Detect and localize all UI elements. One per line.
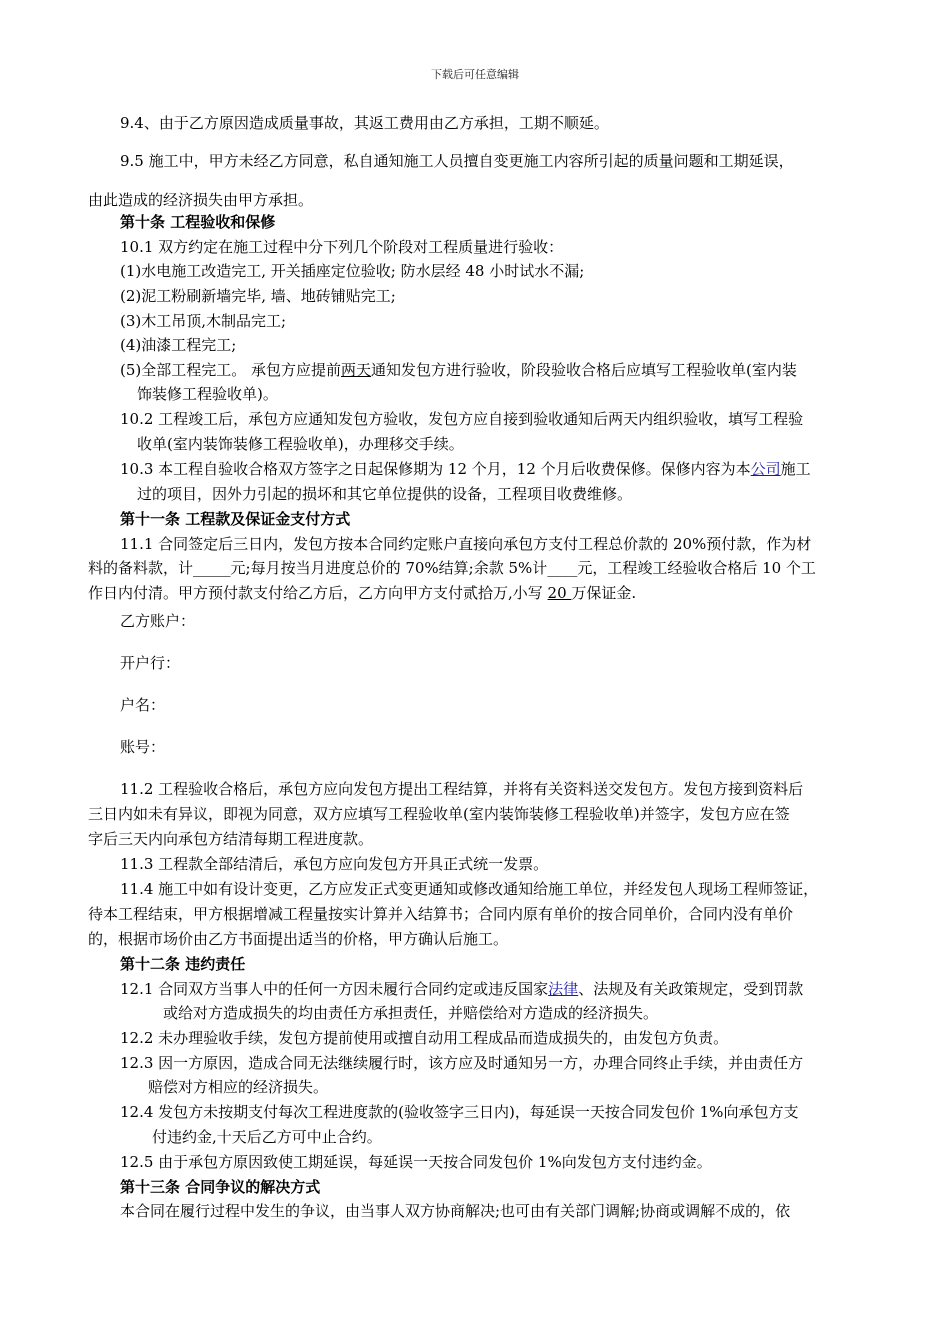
paragraph-10-3-text-a: 10.3 本工程自验收合格双方签字之日起保修期为 12 个月，12 个月后收费保修。保修内容为本: [120, 460, 751, 478]
article-13-heading: 第十三条 合同争议的解决方式: [120, 1178, 321, 1196]
paragraph-11-4-line1: 11.4 施工中如有设计变更，乙方应发正式变更通知或修改通知给施工单位，并经发包人现场工程师签证，: [120, 880, 819, 898]
paragraph-11-4-line2: 待本工程结束，甲方根据增减工程量按实计算并入结算书；合同内原有单价的按合同单价，合同内没有单价: [88, 905, 794, 923]
paragraph-9-4: 9.4、由于乙方原因造成质量事故，其返工费用由乙方承担，工期不顺延。: [120, 114, 609, 132]
paragraph-10-1: 10.1 双方约定在施工过程中分下列几个阶段对工程质量进行验收：: [120, 238, 564, 256]
list-item: (2)泥工粉刷新墙完毕, 墙、地砖铺贴完工;: [120, 287, 396, 305]
paragraph-12-4-line2: 付违约金,十天后乙方可中止合约。: [152, 1128, 382, 1146]
article-10-heading: 第十条 工程验收和保修: [120, 213, 276, 231]
blank-field: ____: [547, 559, 578, 577]
list-item-5-text-a: (5)全部工程完工。 承包方应提前: [120, 361, 342, 379]
company-link[interactable]: 公司: [750, 460, 781, 478]
page-header-note: 下载后可任意编辑: [431, 68, 519, 81]
account-number-label: 账号：: [120, 738, 166, 756]
account-name-label: 户名：: [120, 696, 166, 714]
paragraph-12-3-line2: 赔偿对方相应的经济损失。: [148, 1078, 329, 1096]
text: 、法规及有关政策规定，受到罚款: [578, 980, 804, 998]
account-label: 乙方账户：: [120, 612, 196, 630]
underlined-amount: 20: [547, 584, 572, 602]
article-13-line1: 本合同在履行过程中发生的争议，由当事人双方协商解决;也可由有关部门调解;协商或调解不成的，依: [120, 1202, 791, 1220]
paragraph-10-3-text-b: 施工: [780, 460, 811, 478]
paragraph-9-5-line2: 由此造成的经济损失由甲方承担。: [88, 191, 314, 209]
paragraph-11-1-line1: 11.1 合同签定后三日内，发包方按本合同约定账户直接向承包方支付工程总价款的 20%预付款，作为材: [120, 535, 812, 553]
paragraph-10-3-line1: [120, 458, 811, 479]
text: 万保证金.: [571, 584, 637, 602]
bank-label: 开户行：: [120, 654, 181, 672]
paragraph-12-2: 12.2 未办理验收手续，发包方提前使用或擅自动用工程成品而造成损失的，由发包方负责。: [120, 1029, 729, 1047]
paragraph-9-5-line1: 9.5 施工中，甲方未经乙方同意，私自通知施工人员擅自变更施工内容所引起的质量问题和工期延误，: [120, 152, 794, 170]
list-item: (1)水电施工改造完工, 开关插座定位验收; 防水层经 48 小时试水不漏;: [120, 262, 585, 280]
paragraph-10-3-line2: 过的项目，因外力引起的损坏和其它单位提供的设备，工程项目收费维修。: [137, 485, 633, 503]
text: 作日内付清。甲方预付款支付给乙方后，乙方向甲方支付贰拾万,小写: [88, 584, 548, 602]
paragraph-11-4-line3: 的，根据市场价由乙方书面提出适当的价格，甲方确认后施工。: [88, 930, 509, 948]
paragraph-11-2-line2: 三日内如未有异议，即视为同意，双方应填写工程验收单(室内装饰装修工程验收单)并签字，发包方应在签: [88, 805, 790, 823]
text: 12.1 合同双方当事人中的任何一方因未履行合同约定或违反国家: [120, 980, 549, 998]
list-item-5: [120, 359, 797, 380]
list-item: (3)木工吊顶,木制品完工;: [120, 312, 287, 330]
text: 料的备料款，计: [88, 559, 194, 577]
paragraph-10-2-line1: 10.2 工程竣工后，承包方应通知发包方验收，发包方应自接到验收通知后两天内组织验收，填写工程验: [120, 410, 804, 428]
list-item-5-line2: 饰装修工程验收单)。: [137, 385, 278, 403]
paragraph-11-1-line3: [88, 582, 636, 603]
paragraph-11-3: 11.3 工程款全部结清后，承包方应向发包方开具正式统一发票。: [120, 855, 549, 873]
paragraph-12-3-line1: 12.3 因一方原因，造成合同无法继续履行时，该方应及时通知另一方，办理合同终止手续，并由责任方: [120, 1054, 804, 1072]
paragraph-11-2-line3: 字后三天内向承包方结清每期工程进度款。: [88, 830, 374, 848]
paragraph-10-2-line2: 收单(室内装饰装修工程验收单)，办理移交手续。: [137, 435, 464, 453]
paragraph-11-2-line1: 11.2 工程验收合格后，承包方应向发包方提出工程结算，并将有关资料送交发包方。发包方接到资料后: [120, 780, 804, 798]
list-item: (4)油漆工程完工;: [120, 336, 237, 354]
paragraph-12-1-line1: [120, 978, 803, 999]
article-12-heading: 第十二条 违约责任: [120, 955, 246, 973]
paragraph-12-1-line2: 或给对方造成损失的均由责任方承担责任，并赔偿给对方造成的经济损失。: [163, 1004, 659, 1022]
law-link[interactable]: 法律: [548, 980, 579, 998]
article-11-heading: 第十一条 工程款及保证金支付方式: [120, 510, 351, 528]
paragraph-11-1-line2: [88, 557, 816, 578]
text: 元，工程竣工经验收合格后 10 个工: [577, 559, 816, 577]
blank-field: _____: [193, 559, 231, 577]
list-item-5-text-b: 通知发包方进行验收，阶段验收合格后应填写工程验收单(室内装: [371, 361, 797, 379]
paragraph-12-5: 12.5 由于承包方原因致使工期延误，每延误一天按合同发包价 1%向发包方支付违约金。: [120, 1153, 712, 1171]
text: 元;每月按当月进度总价的 70%结算;余款 5%计: [230, 559, 548, 577]
paragraph-12-4-line1: 12.4 发包方未按期支付每次工程进度款的(验收签字三日内)，每延误一天按合同发包价 1%向承包方支: [120, 1103, 799, 1121]
underlined-days: 两天: [341, 361, 372, 379]
